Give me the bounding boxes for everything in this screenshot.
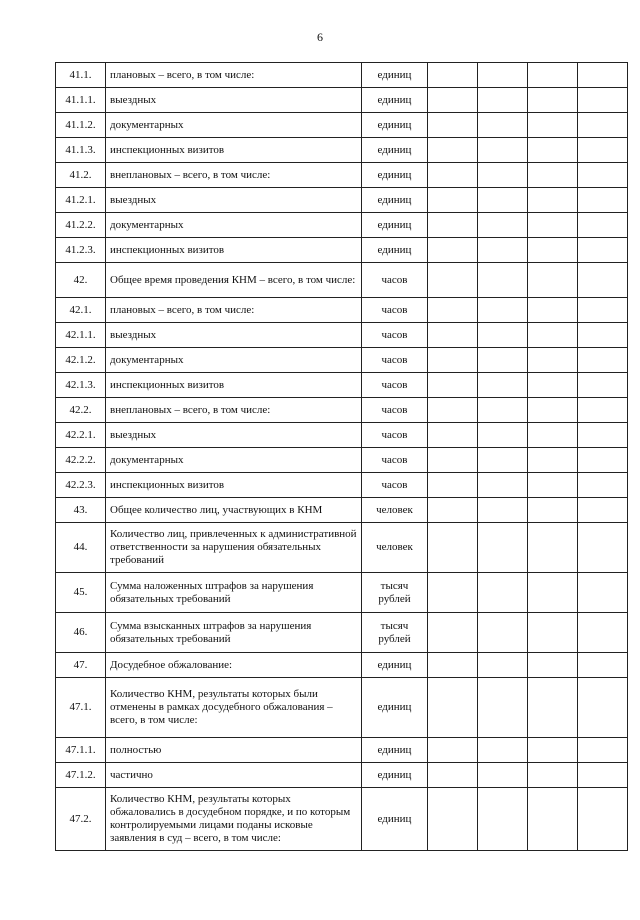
value-cell: [578, 63, 628, 88]
table-row: [56, 398, 628, 423]
table-row: [56, 348, 628, 373]
row-indicator-name: Досудебное обжалование:: [106, 653, 362, 678]
value-cell: [578, 373, 628, 398]
value-cell: [478, 653, 528, 678]
row-indicator-name: Количество КНМ, результаты которых обжаловались в досудебном порядке, и по которым контролируемыми лицами поданы исковые заявления в суд – всего, в том числе:: [106, 788, 362, 851]
row-unit: единиц: [362, 138, 428, 163]
row-unit: единиц: [362, 113, 428, 138]
value-cell: [478, 763, 528, 788]
value-cell: [428, 653, 478, 678]
row-number: 42.2.2.: [56, 448, 106, 473]
value-cell: [478, 188, 528, 213]
row-number: 42.1.1.: [56, 323, 106, 348]
value-cell: [528, 238, 578, 263]
table-row: [56, 63, 628, 88]
report-table-body: [56, 63, 628, 851]
value-cell: [428, 88, 478, 113]
value-cell: [528, 138, 578, 163]
row-unit: единиц: [362, 63, 428, 88]
value-cell: [528, 498, 578, 523]
value-cell: [428, 613, 478, 653]
value-cell: [428, 298, 478, 323]
row-number: 43.: [56, 498, 106, 523]
row-number: 45.: [56, 573, 106, 613]
row-indicator-name: документарных: [106, 213, 362, 238]
value-cell: [578, 163, 628, 188]
row-indicator-name: выездных: [106, 423, 362, 448]
row-unit: единиц: [362, 788, 428, 851]
value-cell: [428, 238, 478, 263]
row-indicator-name: инспекционных визитов: [106, 373, 362, 398]
value-cell: [428, 448, 478, 473]
value-cell: [428, 138, 478, 163]
table-row: [56, 738, 628, 763]
value-cell: [478, 113, 528, 138]
value-cell: [578, 653, 628, 678]
row-unit: часов: [362, 373, 428, 398]
row-number: 41.1.1.: [56, 88, 106, 113]
value-cell: [428, 763, 478, 788]
value-cell: [478, 738, 528, 763]
value-cell: [478, 298, 528, 323]
value-cell: [528, 348, 578, 373]
table-row: [56, 163, 628, 188]
value-cell: [428, 523, 478, 573]
row-indicator-name: частично: [106, 763, 362, 788]
value-cell: [428, 113, 478, 138]
value-cell: [578, 423, 628, 448]
row-unit: часов: [362, 448, 428, 473]
row-unit: единиц: [362, 678, 428, 738]
value-cell: [478, 138, 528, 163]
report-table: [55, 62, 628, 851]
row-indicator-name: инспекционных визитов: [106, 238, 362, 263]
value-cell: [428, 788, 478, 851]
value-cell: [478, 163, 528, 188]
row-number: 47.2.: [56, 788, 106, 851]
table-row: [56, 573, 628, 613]
value-cell: [578, 678, 628, 738]
row-number: 42.2.: [56, 398, 106, 423]
row-number: 47.1.2.: [56, 763, 106, 788]
value-cell: [528, 738, 578, 763]
value-cell: [478, 613, 528, 653]
value-cell: [478, 88, 528, 113]
value-cell: [528, 263, 578, 298]
value-cell: [528, 473, 578, 498]
value-cell: [478, 263, 528, 298]
value-cell: [578, 188, 628, 213]
value-cell: [578, 238, 628, 263]
table-row: [56, 238, 628, 263]
row-unit: часов: [362, 473, 428, 498]
value-cell: [528, 613, 578, 653]
value-cell: [528, 573, 578, 613]
row-indicator-name: Сумма наложенных штрафов за нарушения обязательных требований: [106, 573, 362, 613]
row-indicator-name: выездных: [106, 88, 362, 113]
value-cell: [428, 213, 478, 238]
value-cell: [428, 373, 478, 398]
value-cell: [428, 678, 478, 738]
value-cell: [578, 498, 628, 523]
row-unit: часов: [362, 263, 428, 298]
value-cell: [578, 613, 628, 653]
value-cell: [478, 498, 528, 523]
row-indicator-name: документарных: [106, 113, 362, 138]
table-row: [56, 448, 628, 473]
row-indicator-name: инспекционных визитов: [106, 473, 362, 498]
table-row: [56, 498, 628, 523]
value-cell: [478, 398, 528, 423]
row-unit: тысяч рублей: [362, 613, 428, 653]
row-unit: часов: [362, 423, 428, 448]
value-cell: [578, 738, 628, 763]
row-unit: единиц: [362, 213, 428, 238]
value-cell: [578, 113, 628, 138]
row-number: 42.2.3.: [56, 473, 106, 498]
value-cell: [478, 63, 528, 88]
value-cell: [428, 473, 478, 498]
row-indicator-name: Сумма взысканных штрафов за нарушения обязательных требований: [106, 613, 362, 653]
table-row: [56, 523, 628, 573]
row-number: 41.2.1.: [56, 188, 106, 213]
value-cell: [578, 573, 628, 613]
row-number: 42.1.2.: [56, 348, 106, 373]
value-cell: [528, 448, 578, 473]
row-unit: единиц: [362, 653, 428, 678]
table-row: [56, 678, 628, 738]
value-cell: [428, 423, 478, 448]
row-number: 47.: [56, 653, 106, 678]
table-row: [56, 113, 628, 138]
row-number: 41.2.2.: [56, 213, 106, 238]
value-cell: [478, 573, 528, 613]
value-cell: [478, 678, 528, 738]
row-indicator-name: документарных: [106, 348, 362, 373]
value-cell: [578, 298, 628, 323]
row-number: 42.: [56, 263, 106, 298]
value-cell: [428, 738, 478, 763]
value-cell: [528, 788, 578, 851]
row-number: 41.1.2.: [56, 113, 106, 138]
page-number: 6: [317, 30, 323, 44]
row-unit: единиц: [362, 163, 428, 188]
table-row: [56, 373, 628, 398]
value-cell: [528, 373, 578, 398]
row-unit: часов: [362, 348, 428, 373]
table-row: [56, 298, 628, 323]
row-unit: часов: [362, 298, 428, 323]
row-unit: человек: [362, 523, 428, 573]
row-number: 46.: [56, 613, 106, 653]
value-cell: [478, 788, 528, 851]
table-row: [56, 473, 628, 498]
value-cell: [578, 213, 628, 238]
table-row: [56, 138, 628, 163]
value-cell: [478, 423, 528, 448]
table-row: [56, 613, 628, 653]
row-number: 42.2.1.: [56, 423, 106, 448]
value-cell: [478, 323, 528, 348]
value-cell: [578, 348, 628, 373]
value-cell: [428, 498, 478, 523]
value-cell: [578, 788, 628, 851]
value-cell: [528, 323, 578, 348]
row-unit: человек: [362, 498, 428, 523]
table-row: [56, 263, 628, 298]
value-cell: [578, 138, 628, 163]
value-cell: [428, 323, 478, 348]
table-row: [56, 763, 628, 788]
value-cell: [528, 213, 578, 238]
row-indicator-name: инспекционных визитов: [106, 138, 362, 163]
value-cell: [528, 763, 578, 788]
table-row: [56, 788, 628, 851]
row-indicator-name: Общее количество лиц, участвующих в КНМ: [106, 498, 362, 523]
table-row: [56, 423, 628, 448]
row-indicator-name: выездных: [106, 323, 362, 348]
row-unit: единиц: [362, 238, 428, 263]
value-cell: [528, 398, 578, 423]
row-unit: единиц: [362, 738, 428, 763]
row-indicator-name: выездных: [106, 188, 362, 213]
row-indicator-name: Количество лиц, привлеченных к административной ответственности за нарушения обязательных требований: [106, 523, 362, 573]
value-cell: [578, 398, 628, 423]
value-cell: [578, 448, 628, 473]
value-cell: [478, 473, 528, 498]
value-cell: [528, 523, 578, 573]
table-row: [56, 213, 628, 238]
value-cell: [528, 113, 578, 138]
value-cell: [478, 448, 528, 473]
row-unit: тысяч рублей: [362, 573, 428, 613]
row-number: 42.1.3.: [56, 373, 106, 398]
table-row: [56, 188, 628, 213]
row-number: 41.2.3.: [56, 238, 106, 263]
row-unit: часов: [362, 398, 428, 423]
row-number: 42.1.: [56, 298, 106, 323]
value-cell: [528, 423, 578, 448]
row-indicator-name: плановых – всего, в том числе:: [106, 298, 362, 323]
value-cell: [578, 88, 628, 113]
value-cell: [428, 188, 478, 213]
row-indicator-name: внеплановых – всего, в том числе:: [106, 163, 362, 188]
row-number: 41.1.: [56, 63, 106, 88]
row-indicator-name: плановых – всего, в том числе:: [106, 63, 362, 88]
value-cell: [478, 213, 528, 238]
value-cell: [528, 298, 578, 323]
row-number: 41.2.: [56, 163, 106, 188]
table-row: [56, 323, 628, 348]
value-cell: [528, 188, 578, 213]
row-unit: единиц: [362, 88, 428, 113]
table-row: [56, 653, 628, 678]
value-cell: [428, 398, 478, 423]
value-cell: [528, 163, 578, 188]
row-indicator-name: Общее время проведения КНМ – всего, в том числе:: [106, 263, 362, 298]
row-unit: единиц: [362, 763, 428, 788]
row-unit: часов: [362, 323, 428, 348]
value-cell: [428, 263, 478, 298]
value-cell: [528, 63, 578, 88]
row-indicator-name: внеплановых – всего, в том числе:: [106, 398, 362, 423]
value-cell: [528, 653, 578, 678]
row-unit: единиц: [362, 188, 428, 213]
value-cell: [478, 238, 528, 263]
row-number: 47.1.: [56, 678, 106, 738]
value-cell: [428, 63, 478, 88]
row-indicator-name: полностью: [106, 738, 362, 763]
value-cell: [528, 678, 578, 738]
value-cell: [528, 88, 578, 113]
value-cell: [428, 348, 478, 373]
value-cell: [578, 523, 628, 573]
value-cell: [478, 373, 528, 398]
value-cell: [428, 163, 478, 188]
value-cell: [578, 323, 628, 348]
value-cell: [578, 763, 628, 788]
row-number: 44.: [56, 523, 106, 573]
table-row: [56, 88, 628, 113]
value-cell: [478, 348, 528, 373]
row-number: 41.1.3.: [56, 138, 106, 163]
value-cell: [578, 263, 628, 298]
row-number: 47.1.1.: [56, 738, 106, 763]
row-indicator-name: Количество КНМ, результаты которых были отменены в рамках досудебного обжалования – всего, в том числе:: [106, 678, 362, 738]
value-cell: [578, 473, 628, 498]
value-cell: [428, 573, 478, 613]
value-cell: [478, 523, 528, 573]
row-indicator-name: документарных: [106, 448, 362, 473]
